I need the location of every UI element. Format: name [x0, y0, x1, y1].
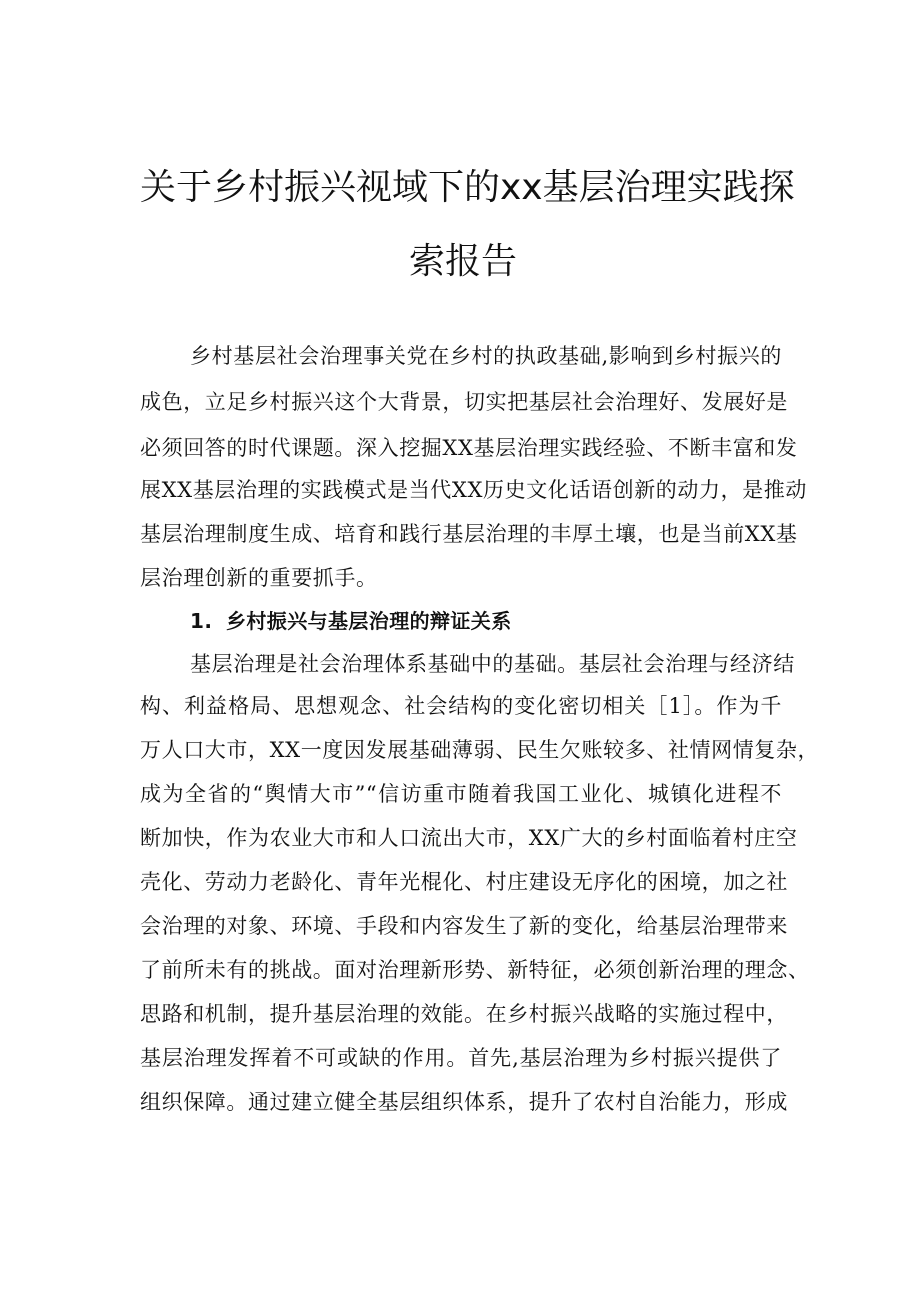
paragraph-1-line: 层治理创新的重要抓手。: [140, 566, 378, 590]
paragraph-2-line: 思路和机制，提升基层治理的效能。在乡村振兴战略的实施过程中，: [140, 1002, 788, 1026]
paragraph-2-line: 构、利益格局、思想观念、社会结构的变化密切相关［1］。作为千: [140, 694, 782, 718]
document-title-line-1: 关于乡村振兴视域下的xx基层治理实践探: [140, 167, 795, 208]
paragraph-2-line: 壳化、劳动力老龄化、青年光棍化、村庄建设无序化的困境，加之社: [140, 870, 788, 894]
paragraph-1-line: 基层治理制度生成、培育和践行基层治理的丰厚土壤，也是当前XX基: [140, 522, 798, 546]
paragraph-2-line: 断加快，作为农业大市和人口流出大市，XX广大的乡村面临着村庄空: [140, 826, 798, 850]
paragraph-2-line: 基层治理是社会治理体系基础中的基础。基层社会治理与经济结: [190, 652, 795, 676]
paragraph-2-line: 万人口大市，XX一度因发展基础薄弱、民生欠账较多、社情网情复杂，: [140, 738, 820, 762]
paragraph-2-line: 组织保障。通过建立健全基层组织体系，提升了农村自治能力，形成: [140, 1090, 788, 1114]
paragraph-1-line: 乡村基层社会治理事关党在乡村的执政基础,影响到乡村振兴的: [190, 344, 782, 368]
paragraph-2-line: 了前所未有的挑战。面对治理新形势、新特征，必须创新治理的理念、: [140, 958, 810, 982]
paragraph-1-line: 展XX基层治理的实践模式是当代XX历史文化话语创新的动力，是推动: [140, 478, 807, 502]
section-title: 乡村振兴与基层治理的辩证关系: [226, 609, 512, 633]
paragraph-2-line: 会治理的对象、环境、手段和内容发生了新的变化，给基层治理带来: [140, 914, 788, 938]
paragraph-2-line: 基层治理发挥着不可或缺的作用。首先,基层治理为乡村振兴提供了: [140, 1046, 782, 1070]
document-title-line-2: 索报告: [409, 241, 518, 282]
section-heading: [190, 606, 512, 636]
paragraph-2-line: 成为全省的“舆情大市”“信访重市随着我国工业化、城镇化进程不: [140, 782, 782, 806]
paragraph-1-line: 成色，立足乡村振兴这个大背景，切实把基层社会治理好、发展好是: [140, 390, 788, 414]
paragraph-1-line: 必须回答的时代课题。深入挖掘XX基层治理实践经验、不断丰富和发: [140, 436, 798, 460]
section-number: 1.: [190, 609, 213, 633]
